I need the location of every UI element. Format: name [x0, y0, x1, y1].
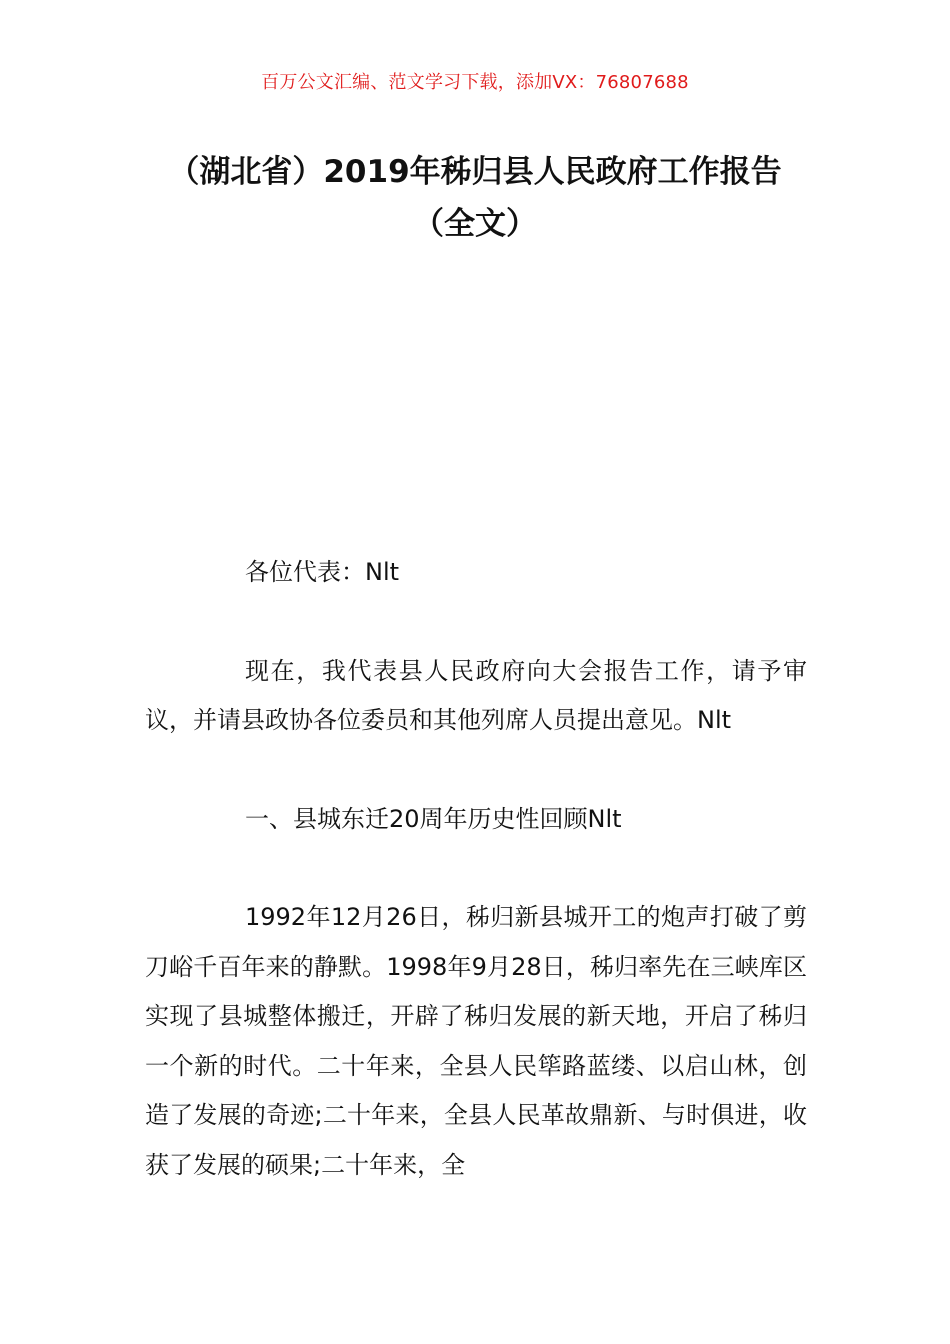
document-body	[145, 548, 807, 1239]
section-heading: 一、县城东迁20周年历史性回顾Nlt	[245, 804, 622, 833]
paragraph-history: 1992年12月26日，秭归新县城开工的炮声打破了剪刀峪千百年来的静默。1998年9月28日，秭归率先在三峡库区实现了县城整体搬迁，开辟了秭归发展的新天地，开启了秭归一个新的时代。二十年来，全县人民筚路蓝缕、以启山林，创造了发展的奇迹;二十年来，全县人民革故鼎新、与时俱进，收获了发展的硕果;二十年来，全	[145, 903, 807, 1179]
header-note: 百万公文汇编、范文学习下载，添加VX：76807688	[261, 72, 689, 93]
paragraph-intro: 现在，我代表县人民政府向大会报告工作，请予审议，并请县政协各位委员和其他列席人员提出意见。Nlt	[145, 656, 807, 734]
document-title: （湖北省）2019年秭归县人民政府工作报告（全文）	[168, 154, 782, 242]
paragraph-salutation: 各位代表：Nlt	[245, 558, 400, 586]
